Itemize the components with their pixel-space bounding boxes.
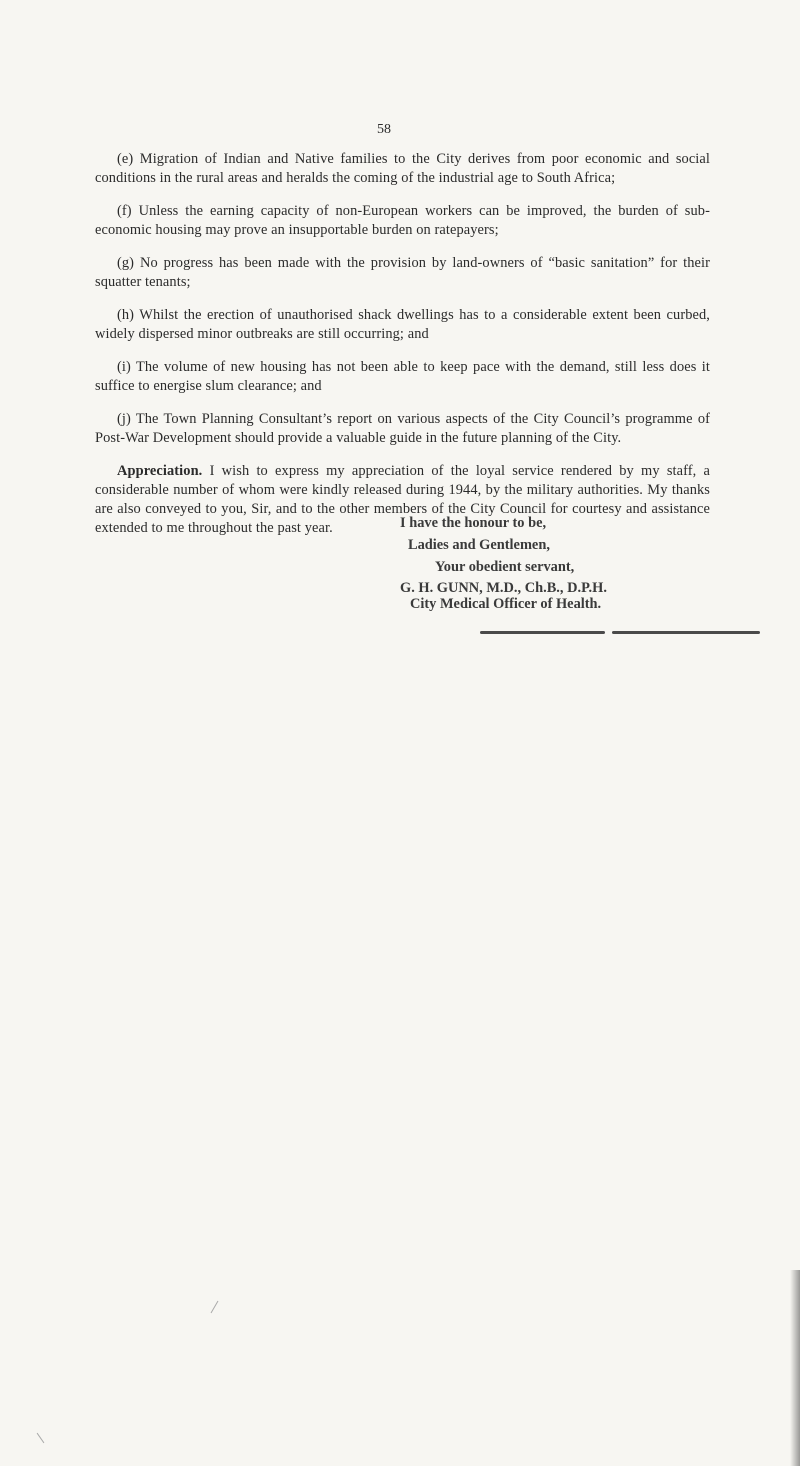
- signature-title: City Medical Officer of Health.: [410, 596, 602, 612]
- list-item-i: [95, 358, 710, 396]
- appreciation-heading: Appreciation.: [117, 463, 203, 479]
- item-text: Whilst the erection of unauthorised shack dwellings has to a considerable extent been curbed, widely dispersed minor outbreaks are still occurring; and: [95, 307, 710, 342]
- list-item-e: [95, 150, 710, 188]
- item-text: No progress has been made with the provision by land-owners of “basic sanitation” for their squatter tenants;: [95, 255, 710, 290]
- item-text: Migration of Indian and Native families to the City derives from poor economic and social conditions in the rural areas and heralds the coming of the industrial age to South Africa;: [95, 151, 710, 186]
- item-label: (j): [117, 411, 131, 427]
- letter-closing: [400, 512, 760, 612]
- appreciation-text: I wish to express my appreciation of the loyal service rendered by my staff, a considerable number of whom were kindly released during 1944, by the military authorities. My thanks are also conveyed to you, Sir, and to the other members of the City Council for courtesy and assistance extended to me throughout the past year.: [95, 463, 711, 536]
- list-item-g: [95, 254, 710, 292]
- closing-valediction: Your obedient servant,: [435, 559, 575, 575]
- list-item-h: [95, 306, 710, 344]
- item-label: (f): [117, 203, 132, 219]
- list-item-f: [95, 202, 710, 240]
- stray-pen-mark: [211, 1301, 219, 1314]
- item-text: The volume of new housing has not been able to keep pace with the demand, still less does it suffice to energise slum clearance; and: [95, 359, 711, 394]
- item-label: (e): [117, 151, 134, 167]
- closing-salutation: Ladies and Gentlemen,: [408, 537, 550, 553]
- item-text: The Town Planning Consultant’s report on various aspects of the City Council’s programme of Post-War Development should provide a valuable guide in the future planning of the City.: [95, 411, 711, 446]
- report-body: [95, 150, 710, 552]
- list-item-j: [95, 410, 710, 448]
- page-number: 58: [377, 122, 391, 137]
- closing-rule-left: [480, 631, 605, 634]
- item-label: (i): [117, 359, 131, 375]
- item-label: (g): [117, 255, 135, 271]
- page-edge-shadow: [790, 1270, 800, 1466]
- signature-name: G. H. GUNN, M.D., Ch.B., D.P.H.: [400, 580, 607, 596]
- closing-rule-right: [612, 631, 760, 634]
- closing-honour-line: I have the honour to be,: [400, 515, 547, 531]
- stray-margin-mark: [37, 1433, 45, 1443]
- item-label: (h): [117, 307, 135, 323]
- item-text: Unless the earning capacity of non-European workers can be improved, the burden of sub-economic housing may prove an insupportable burden on ratepayers;: [95, 203, 710, 238]
